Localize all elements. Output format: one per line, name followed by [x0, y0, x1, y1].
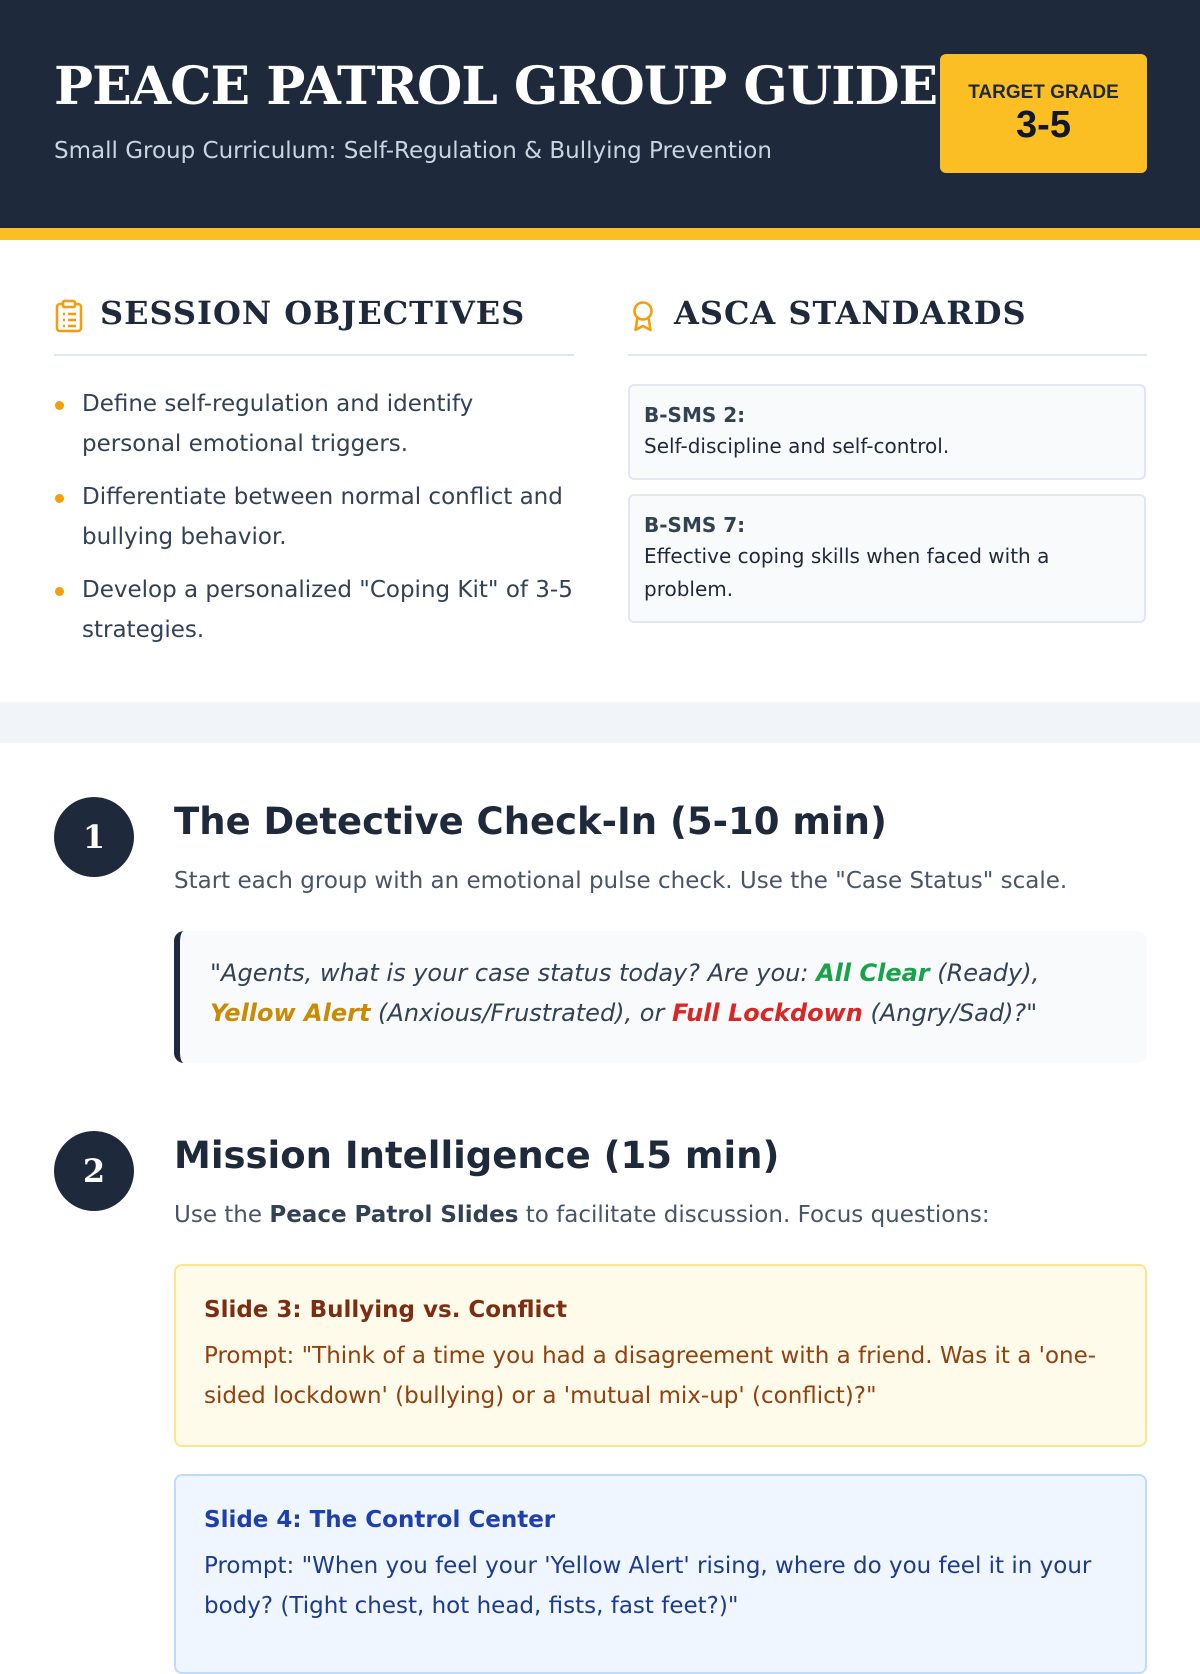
status-yellow-alert: Yellow Alert	[210, 999, 371, 1027]
slide-prompt: Prompt: "When you feel your 'Yellow Alert' rising, where do you feel it in your body? (Tight chest, hot head, fists, fast feet?)"	[204, 1553, 1092, 1619]
step-title: The Detective Check-In (5-10 min)	[174, 800, 887, 843]
page-title: PEACE PATROL GROUP GUIDE	[54, 56, 938, 117]
objective-text: Differentiate between normal conflict and bullying behavior.	[82, 484, 563, 550]
slide-prompt-card	[174, 1264, 1147, 1447]
standard-code: B-SMS 7:	[644, 513, 746, 537]
award-icon	[628, 299, 658, 333]
slides-reference: Peace Patrol Slides	[269, 1202, 519, 1228]
standard-code: B-SMS 2:	[644, 403, 746, 427]
quote-text: (Ready),	[929, 959, 1040, 987]
clipboard-icon	[54, 299, 84, 333]
standard-description: Self-discipline and self-control.	[644, 434, 950, 458]
check-in-script-quote	[174, 931, 1147, 1063]
objective-item	[54, 570, 574, 650]
quote-text: (Angry/Sad)?"	[862, 999, 1038, 1027]
objective-item	[54, 384, 574, 464]
objective-item	[54, 477, 574, 557]
standards-heading	[628, 294, 1147, 356]
header-accent-stripe	[0, 228, 1200, 240]
bullet-dot-icon	[55, 494, 64, 503]
target-grade-badge	[940, 54, 1147, 173]
step-number-badge: 1	[54, 797, 134, 877]
standards-title: ASCA STANDARDS	[674, 294, 1027, 332]
step-description	[174, 1202, 990, 1228]
slide-prompt-card	[174, 1474, 1147, 1674]
quote-text: (Anxious/Frustrated), or	[370, 999, 672, 1027]
objectives-title: SESSION OBJECTIVES	[100, 294, 526, 332]
bullet-dot-icon	[55, 401, 64, 410]
standard-card	[628, 384, 1146, 480]
grade-label: TARGET GRADE	[968, 82, 1119, 103]
objective-text: Define self-regulation and identify personal emotional triggers.	[82, 391, 474, 457]
step-title: Mission Intelligence (15 min)	[174, 1134, 780, 1177]
step-desc-text: to facilitate discussion. Focus questions:	[518, 1202, 990, 1228]
quote-text: "Agents, what is your case status today? Are you:	[210, 959, 817, 987]
standard-card	[628, 494, 1146, 623]
objectives-heading	[54, 294, 574, 356]
step-number-badge: 2	[54, 1131, 134, 1211]
bullet-dot-icon	[55, 587, 64, 596]
page-header	[0, 0, 1200, 228]
step-description: Start each group with an emotional pulse check. Use the "Case Status" scale.	[174, 868, 1068, 894]
standard-description: Effective coping skills when faced with a problem.	[644, 544, 1050, 601]
slide-heading: Slide 4: The Control Center	[204, 1507, 556, 1533]
slide-prompt: Prompt: "Think of a time you had a disagreement with a friend. Was it a 'one-sided lockdown' (bullying) or a 'mutual mix-up' (conflict)?"	[204, 1343, 1097, 1409]
page-subtitle: Small Group Curriculum: Self-Regulation & Bullying Prevention	[54, 138, 772, 164]
slide-heading: Slide 3: Bullying vs. Conflict	[204, 1297, 568, 1323]
status-full-lockdown: Full Lockdown	[671, 999, 863, 1027]
objectives-list	[54, 384, 574, 663]
step-desc-text: Use the	[174, 1202, 270, 1228]
grade-value: 3-5	[1016, 104, 1071, 146]
objective-text: Develop a personalized "Coping Kit" of 3-5 strategies.	[82, 577, 573, 643]
status-all-clear: All Clear	[816, 959, 930, 987]
section-divider	[0, 702, 1200, 743]
